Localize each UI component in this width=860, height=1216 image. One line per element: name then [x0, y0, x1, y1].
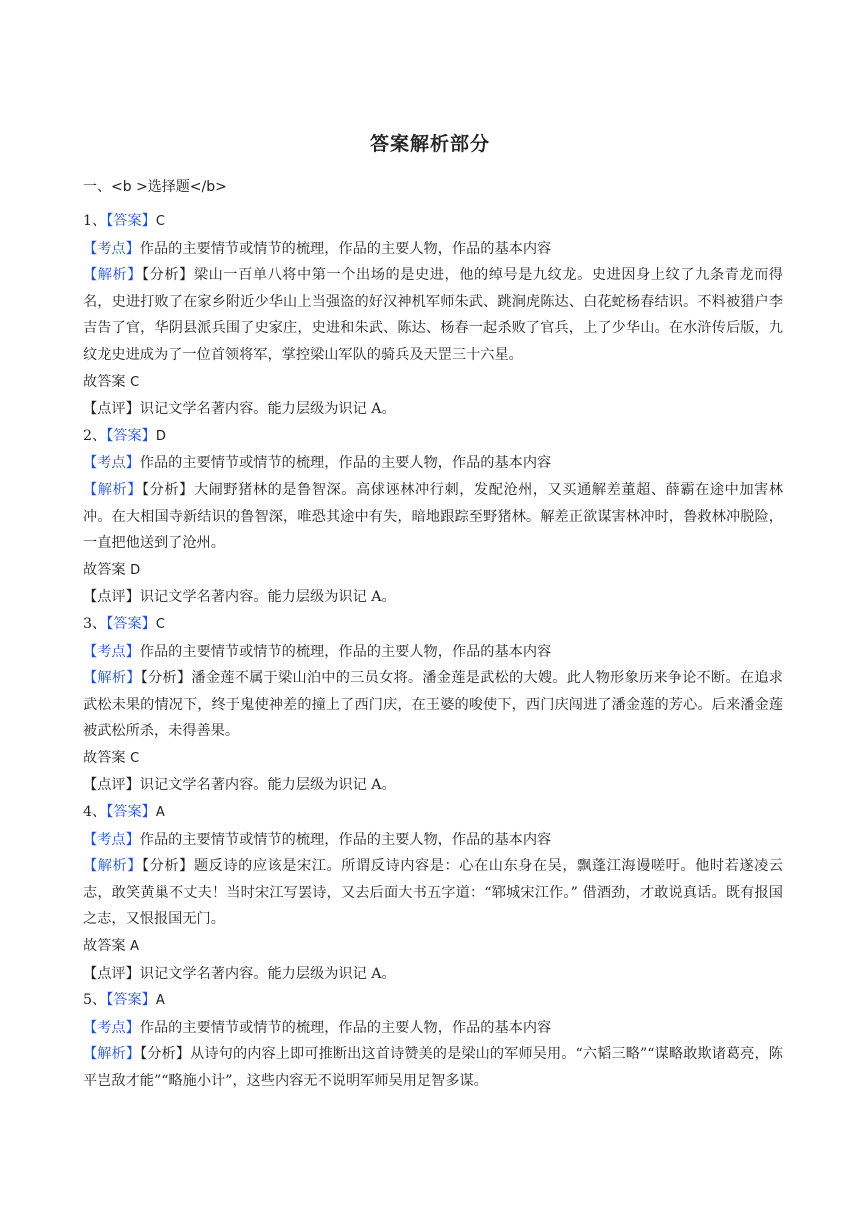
- comment-text: 【点评】识记文学名著内容。能力层级为识记 A。: [83, 589, 396, 606]
- question-item: [83, 423, 783, 611]
- topic-text: 作品的主要情节或情节的梳理，作品的主要人物，作品的基本内容: [139, 643, 552, 660]
- answer-value: A: [155, 993, 165, 1009]
- comment-line: [83, 584, 783, 611]
- answer-value: C: [155, 214, 165, 229]
- topic-line: [83, 1015, 783, 1042]
- analysis-para: [83, 1041, 783, 1094]
- analysis-tag: 【解析】: [83, 858, 142, 875]
- topic-tag: 【考点】: [83, 240, 140, 257]
- conclusion-value: C: [130, 750, 140, 766]
- answer-line: 3、【答案】C: [83, 615, 165, 632]
- question-item: [83, 987, 783, 1094]
- conclusion-line: 故答案 C: [83, 373, 140, 390]
- comment-line: [83, 772, 783, 799]
- answer-tag: 【答案】: [106, 615, 156, 632]
- conclusion-value: A: [130, 939, 139, 955]
- conclusion-line: 故答案 D: [83, 561, 141, 578]
- topic-text: 作品的主要情节或情节的梳理，作品的主要人物，作品的基本内容: [139, 1019, 552, 1036]
- analysis-text: 【分析】题反诗的应该是宋江。所谓反诗内容是：心在山东身在吴，飘蓬江海谩嗟吁。他时若遂凌云志，敢笑黄巢不丈夫！当时宋江写罢诗，又去后面大书五字道：“郓城宋江作。” 借酒劲，才敢说真话。既有报国之志，又恨报国无门。: [83, 858, 783, 928]
- question-item: [83, 611, 783, 799]
- topic-line: [83, 827, 783, 854]
- analysis-para: [83, 853, 783, 933]
- question-item: [83, 799, 783, 987]
- conclusion-line: 故答案 C: [83, 749, 140, 766]
- answer-value: D: [155, 428, 166, 444]
- answer-tag: 【答案】: [106, 804, 156, 821]
- answer-line: 4、【答案】A: [83, 804, 165, 821]
- topic-text: 作品的主要情节或情节的梳理，作品的主要人物，作品的基本内容: [139, 240, 552, 257]
- analysis-tag: 【解析】: [83, 481, 142, 498]
- topic-line: [83, 639, 783, 666]
- topic-tag: 【考点】: [83, 455, 140, 472]
- topic-text: 作品的主要情节或情节的梳理，作品的主要人物，作品的基本内容: [139, 455, 552, 472]
- topic-tag: 【考点】: [83, 643, 140, 660]
- analysis-para: [83, 262, 783, 368]
- analysis-tag: 【解析】: [83, 267, 142, 284]
- answer-value: C: [155, 616, 165, 632]
- topic-tag: 【考点】: [83, 831, 140, 848]
- question-item: [83, 208, 783, 423]
- answer-tag: 【答案】: [106, 992, 156, 1009]
- conclusion-line: 故答案 A: [83, 938, 139, 955]
- topic-text: 作品的主要情节或情节的梳理，作品的主要人物，作品的基本内容: [139, 831, 552, 848]
- analysis-tag: 【解析】: [83, 1046, 141, 1063]
- comment-line: [83, 396, 783, 423]
- answer-list: [83, 208, 783, 1095]
- answer-line: 1、【答案】C: [83, 213, 165, 229]
- comment-text: 【点评】识记文学名著内容。能力层级为识记 A。: [83, 777, 396, 794]
- answer-value: A: [155, 805, 165, 821]
- analysis-text: 【分析】从诗句的内容上即可推断出这首诗赞美的是梁山的军师吴用。“六韬三略”“谋略敢欺诸葛亮，陈平岂敌才能”“略施小计”，这些内容无不说明军师吴用足智多谋。: [83, 1046, 783, 1089]
- topic-line: [83, 450, 783, 477]
- analysis-text: 【分析】大闹野猪林的是鲁智深。高俅诬林冲行刺，发配沧州，又买通解差董超、薛霸在途中加害林冲。在大相国寺新结识的鲁智深，唯恐其途中有失，暗地跟踪至野猪林。解差正欲谋害林冲时，鲁救林冲脱险，一直把他送到了沧州。: [83, 481, 783, 552]
- comment-text: 【点评】识记文学名著内容。能力层级为识记 A。: [83, 401, 396, 418]
- conclusion-value: D: [130, 562, 141, 578]
- page-title: 答案解析部分: [369, 133, 490, 155]
- analysis-text: 【分析】潘金莲不属于梁山泊中的三员女将。潘金莲是武松的大嫂。此人物形象历来争论不断。在追求武松未果的情况下，终于鬼使神差的撞上了西门庆，在王婆的唆使下，西门庆闯进了潘金莲的芳心。后来潘金莲被武松所杀，未得善果。: [83, 670, 783, 740]
- conclusion-value: C: [130, 374, 140, 390]
- analysis-tag: 【解析】: [83, 670, 141, 687]
- answer-line: 2、【答案】D: [83, 427, 166, 444]
- section-heading: 一、<b >选择题</b>: [83, 179, 227, 195]
- answer-tag: 【答案】: [106, 427, 156, 444]
- analysis-text: 【分析】梁山一百单八将中第一个出场的是史进，他的绰号是九纹龙。史进因身上纹了九条青龙而得名，史进打败了在家乡附近少华山上当强盗的好汉神机军师朱武、跳涧虎陈达、白花蛇杨春结识。不料被猎户李吉告了官，华阴县派兵围了史家庄，史进和朱武、陈达、杨春一起杀败了官兵，上了少华山。在水浒传后版，九纹龙史进成为了一位首领将军，掌控梁山军队的骑兵及天罡三十六星。: [83, 267, 783, 363]
- comment-text: 【点评】识记文学名著内容。能力层级为识记 A。: [83, 965, 396, 982]
- answer-tag: 【答案】: [106, 213, 156, 229]
- topic-line: [83, 236, 783, 263]
- analysis-para: [83, 665, 783, 745]
- answer-line: 5、【答案】A: [83, 992, 165, 1009]
- topic-tag: 【考点】: [83, 1019, 140, 1036]
- analysis-para: [83, 477, 783, 557]
- comment-line: [83, 961, 783, 988]
